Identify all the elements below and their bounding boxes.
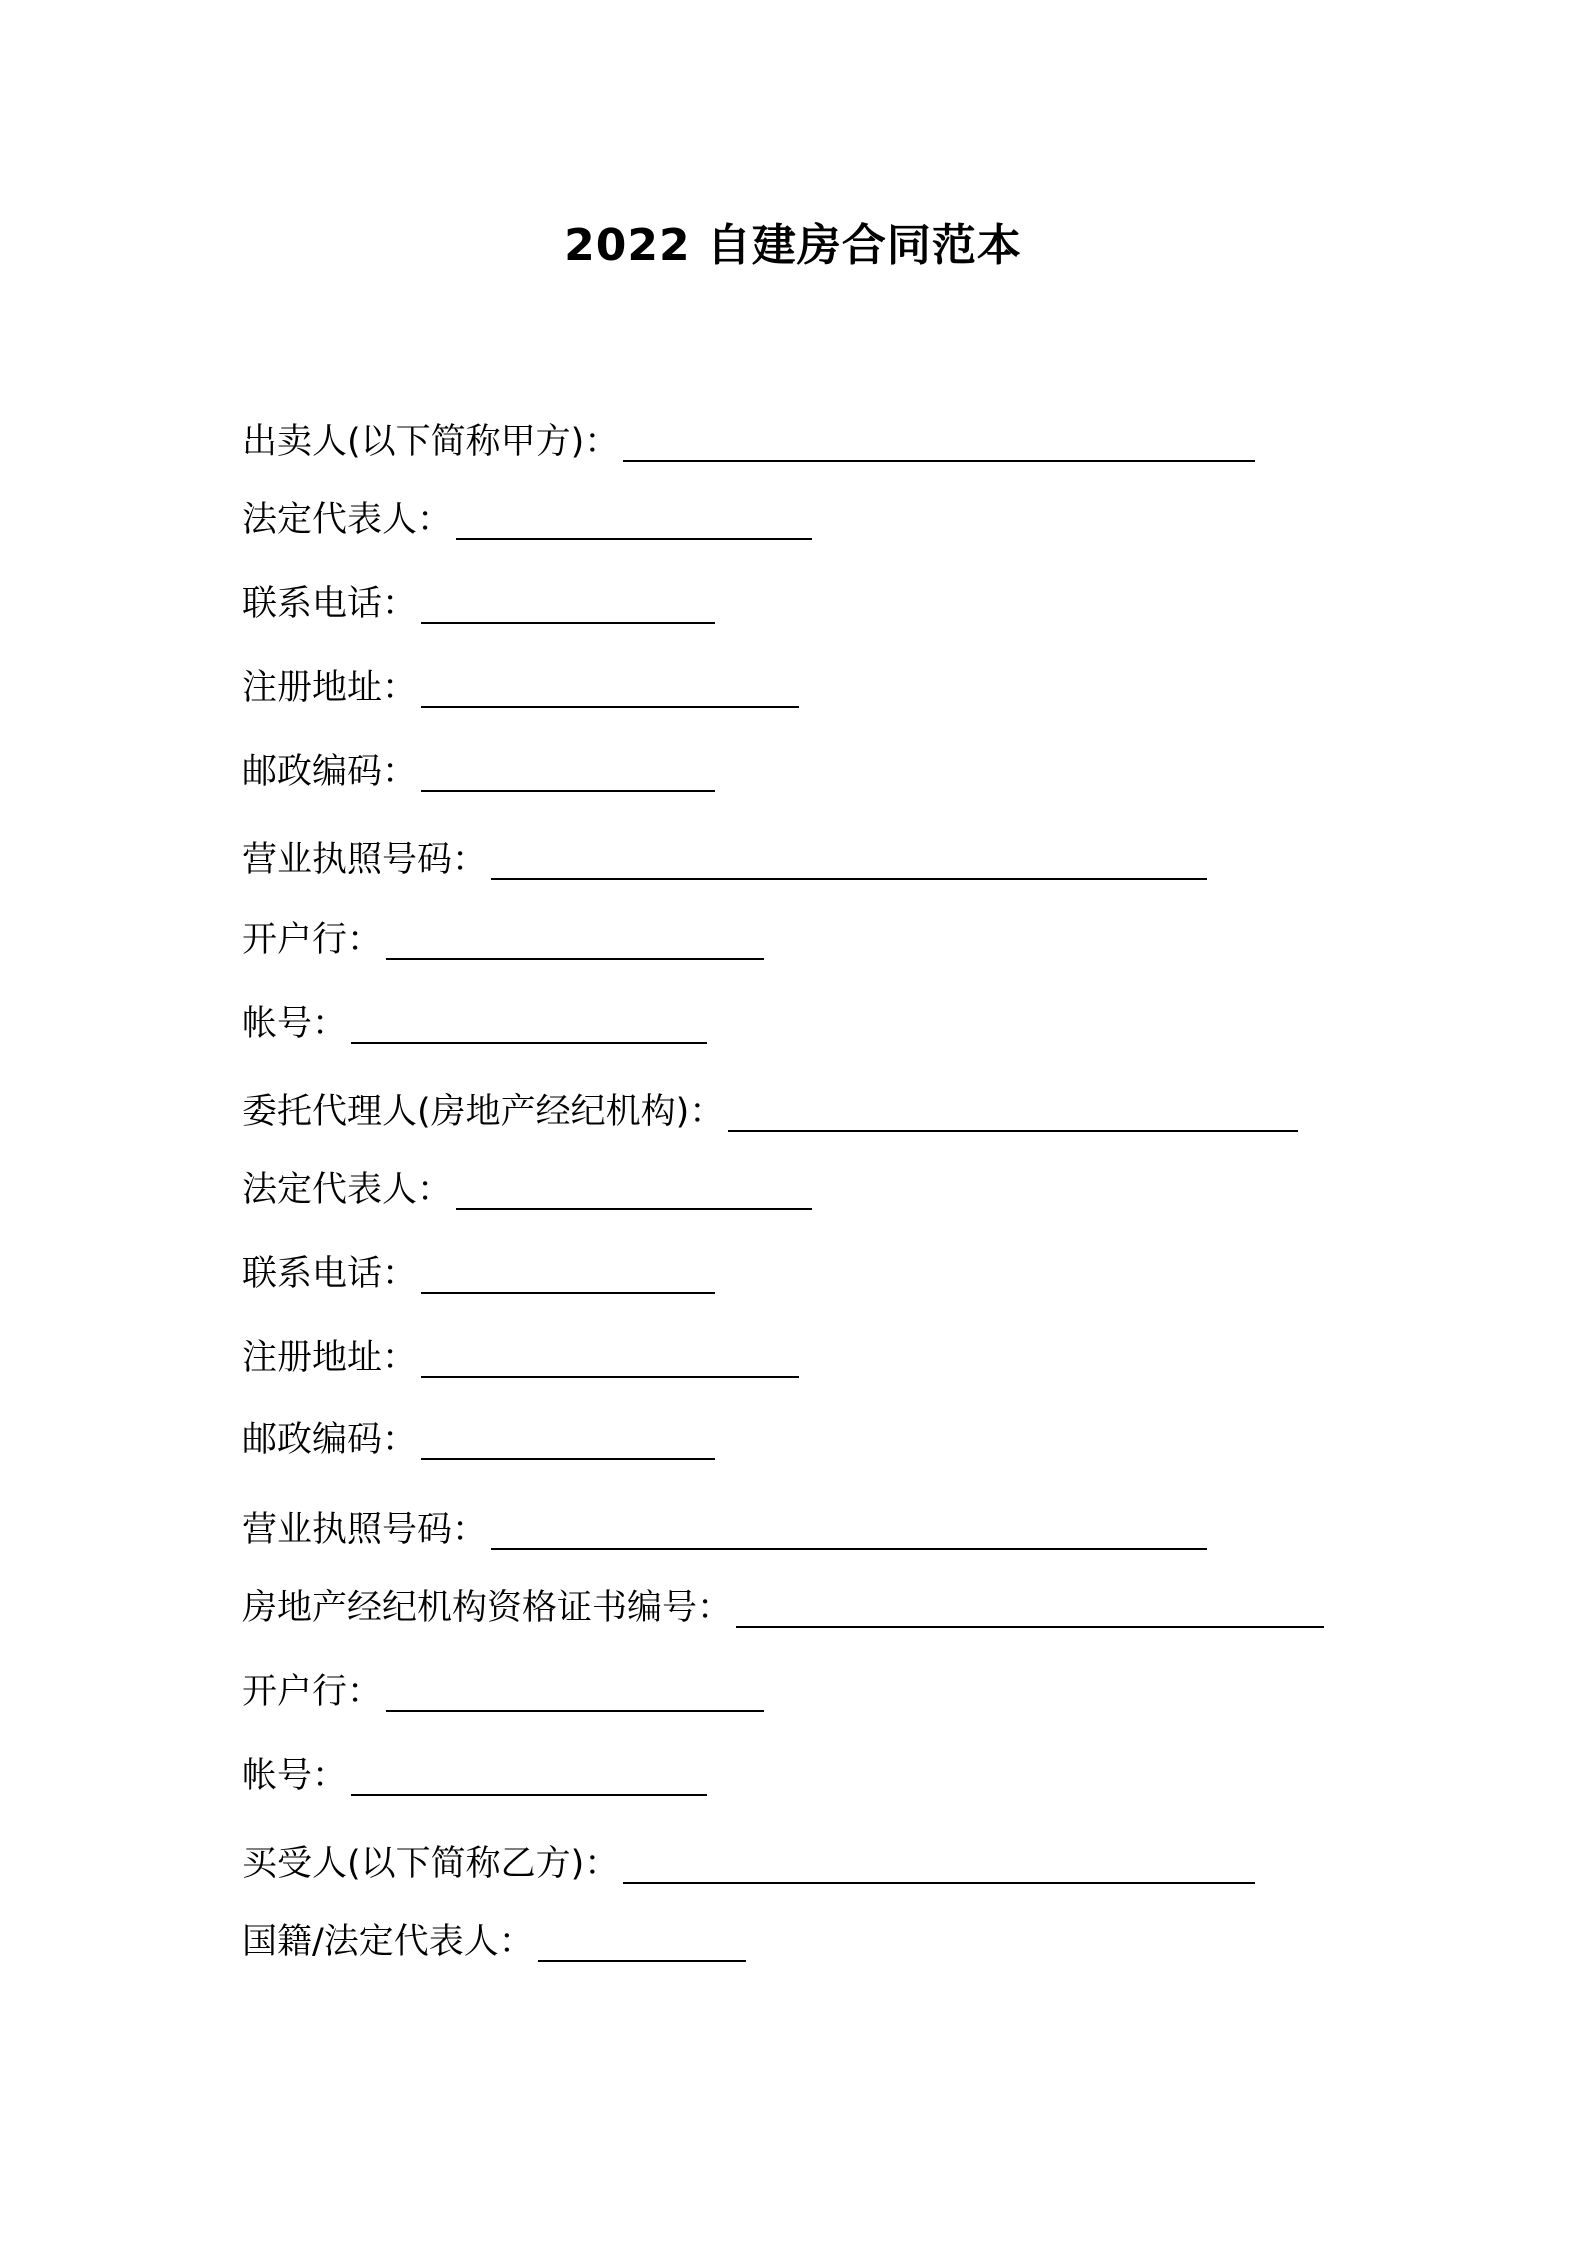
field-label: 开户行： [242, 1672, 383, 1712]
field-agent [242, 1090, 1298, 1134]
fill-in-blank[interactable] [456, 498, 812, 540]
field-label: 营业执照号码： [242, 1510, 488, 1550]
field-label: 法定代表人： [242, 500, 453, 540]
fill-in-blank[interactable] [421, 582, 715, 624]
field-seller-license [242, 838, 1207, 882]
field-label: 开户行： [242, 920, 383, 960]
field-seller-address [242, 666, 799, 710]
fill-in-blank[interactable] [351, 1754, 707, 1796]
field-label: 联系电话： [242, 1254, 418, 1294]
field-label: 出卖人(以下简称甲方)： [242, 422, 620, 462]
field-label: 注册地址： [242, 1338, 418, 1378]
field-label: 营业执照号码： [242, 840, 488, 880]
field-seller [242, 420, 1255, 464]
field-agent-address [242, 1336, 799, 1380]
fill-in-blank[interactable] [623, 1842, 1255, 1884]
field-agent-account [242, 1754, 707, 1798]
field-label: 国籍/法定代表人： [242, 1922, 534, 1962]
fill-in-blank[interactable] [538, 1920, 746, 1962]
fill-in-blank[interactable] [421, 1252, 715, 1294]
fill-in-blank[interactable] [421, 750, 715, 792]
field-label: 委托代理人(房地产经纪机构)： [242, 1092, 725, 1132]
field-seller-bank [242, 918, 764, 962]
field-buyer [242, 1842, 1255, 1886]
fill-in-blank[interactable] [491, 838, 1207, 880]
field-agent-postcode [242, 1418, 715, 1462]
field-agent-license [242, 1508, 1207, 1552]
field-label: 注册地址： [242, 668, 418, 708]
fill-in-blank[interactable] [736, 1586, 1324, 1628]
field-seller-account [242, 1002, 707, 1046]
field-agent-cert [242, 1586, 1324, 1630]
field-seller-phone [242, 582, 715, 626]
fill-in-blank[interactable] [456, 1168, 812, 1210]
field-agent-phone [242, 1252, 715, 1296]
field-label: 买受人(以下简称乙方)： [242, 1844, 620, 1884]
field-label: 联系电话： [242, 584, 418, 624]
field-seller-legal-rep [242, 498, 812, 542]
document-title: 2022 自建房合同范本 [564, 220, 1022, 271]
fill-in-blank[interactable] [386, 918, 764, 960]
field-label: 房地产经纪机构资格证书编号： [242, 1588, 733, 1628]
fill-in-blank[interactable] [386, 1670, 764, 1712]
fill-in-blank[interactable] [491, 1508, 1207, 1550]
fill-in-blank[interactable] [421, 666, 799, 708]
field-label: 帐号： [242, 1756, 348, 1796]
fill-in-blank[interactable] [728, 1090, 1298, 1132]
field-label: 邮政编码： [242, 1420, 418, 1460]
field-seller-postcode [242, 750, 715, 794]
field-label: 帐号： [242, 1004, 348, 1044]
fill-in-blank[interactable] [623, 420, 1255, 462]
fill-in-blank[interactable] [421, 1418, 715, 1460]
field-agent-legal-rep [242, 1168, 812, 1212]
field-agent-bank [242, 1670, 764, 1714]
field-label: 邮政编码： [242, 752, 418, 792]
fill-in-blank[interactable] [421, 1336, 799, 1378]
field-label: 法定代表人： [242, 1170, 453, 1210]
field-buyer-nationality [242, 1920, 746, 1964]
fill-in-blank[interactable] [351, 1002, 707, 1044]
